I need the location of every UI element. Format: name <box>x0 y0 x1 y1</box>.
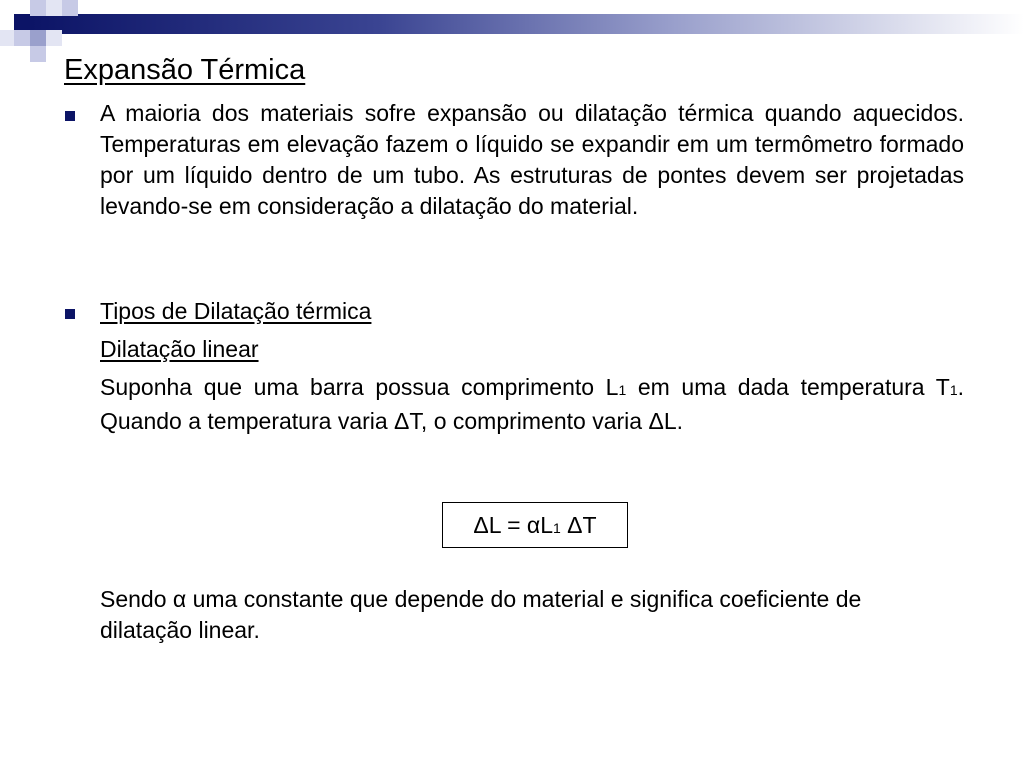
decorative-square <box>30 30 46 46</box>
decorative-square <box>30 0 46 16</box>
bullet-2-heading: Tipos de Dilatação térmica <box>100 298 372 324</box>
decorative-square <box>46 0 62 16</box>
decorative-square <box>14 30 30 46</box>
decorative-square <box>14 14 30 30</box>
bullet-icon <box>65 111 75 121</box>
conclusion-text: Sendo α uma constante que depende do material e significa coeficiente de dilatação linear. <box>100 586 862 643</box>
slide-title: Expansão Térmica <box>64 54 306 86</box>
decorative-square <box>62 0 78 16</box>
bullet-icon <box>65 309 75 319</box>
bullet-1-text: A maioria dos materiais sofre expansão ou dilatação térmica quando aquecidos. Temperaturas em elevação fazem o líquido se expandir em um termômetro formado por um líquido dentro de um tubo. As estruturas de pontes devem ser projetadas levando-se em consideração a dilatação do material. <box>100 100 964 219</box>
subheading-linear: Dilatação linear <box>100 336 259 362</box>
formula-box: ΔL = αL1 ΔT <box>442 502 628 548</box>
decorative-square <box>30 46 46 62</box>
header-gradient-bar <box>30 14 1024 34</box>
decorative-square <box>46 30 62 46</box>
linear-description: Suponha que uma barra possua comprimento L1 em uma dada temperatura T1. Quando a temperatura varia ΔT, o comprimento varia ΔL. <box>100 374 965 434</box>
